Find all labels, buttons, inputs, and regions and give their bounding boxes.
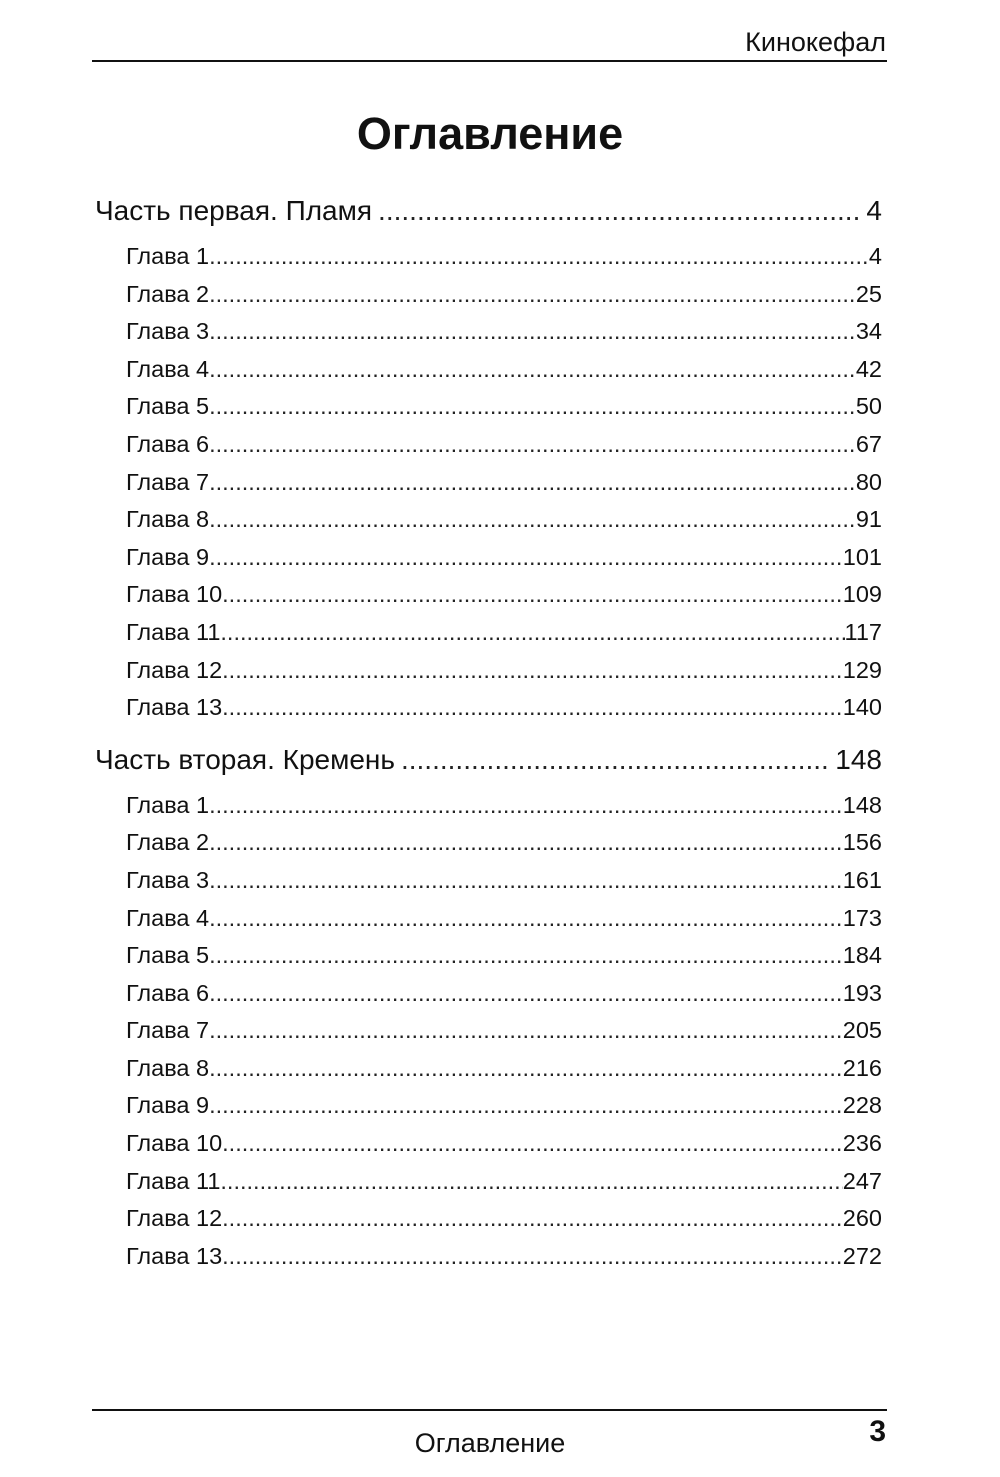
- dot-leader: [209, 351, 856, 389]
- chapter-label: Глава 2: [126, 829, 210, 856]
- chapter-label: Глава 11: [126, 1167, 221, 1194]
- chapter-label: Глава 11: [126, 618, 221, 645]
- dot-leader: [209, 426, 856, 464]
- chapter-label: Глава 13: [126, 694, 223, 721]
- dot-leader: [222, 1125, 843, 1163]
- chapter-page-number: 236: [842, 1130, 882, 1157]
- toc-chapter-entry[interactable]: [126, 1087, 882, 1125]
- running-header-title: Кинокефал: [745, 27, 886, 57]
- dot-leader: [209, 1012, 843, 1050]
- chapter-label: Глава 13: [126, 1242, 223, 1269]
- chapter-page-number: 173: [842, 904, 882, 931]
- toc-chapter-entry[interactable]: [126, 1125, 882, 1163]
- chapter-page-number: 184: [842, 942, 882, 969]
- toc-chapter-entry[interactable]: [126, 787, 882, 825]
- chapter-page-number: 247: [842, 1167, 882, 1194]
- chapter-page-number: 117: [844, 618, 882, 645]
- chapter-label: Глава 9: [126, 1092, 210, 1119]
- part-title: Часть вторая. Кремень: [95, 743, 395, 775]
- chapter-page-number: 205: [842, 1017, 882, 1044]
- dot-leader: [209, 1087, 843, 1125]
- dot-leader: [209, 501, 856, 539]
- chapter-page-number: 161: [842, 866, 882, 893]
- toc-chapter-entry[interactable]: [126, 824, 882, 862]
- dot-leader: [209, 975, 843, 1013]
- chapter-label: Глава 7: [126, 468, 210, 495]
- toc-chapter-entry[interactable]: [126, 1163, 882, 1201]
- page-number: 3: [869, 1415, 886, 1448]
- chapter-page-number: 80: [855, 468, 882, 495]
- chapter-label: Глава 6: [126, 430, 210, 457]
- dot-leader: [209, 824, 843, 862]
- toc-chapter-entry[interactable]: [126, 426, 882, 464]
- dot-leader: [209, 276, 856, 314]
- toc-chapter-entry[interactable]: [126, 689, 882, 727]
- dot-leader: [222, 1238, 843, 1276]
- chapter-page-number: 156: [842, 829, 882, 856]
- chapter-page-number: 101: [842, 543, 882, 570]
- toc-chapter-entry[interactable]: [126, 652, 882, 690]
- chapter-label: Глава 12: [126, 656, 223, 683]
- toc-chapter-entry[interactable]: [126, 388, 882, 426]
- chapter-label: Глава 12: [126, 1205, 223, 1232]
- page-title: Оглавление: [356, 108, 624, 160]
- chapter-page-number: 67: [855, 430, 882, 457]
- toc-chapter-entry[interactable]: [126, 900, 882, 938]
- toc-chapter-entry[interactable]: [126, 1050, 882, 1088]
- toc-part-entry[interactable]: [95, 188, 882, 234]
- toc-chapter-entry[interactable]: [126, 539, 882, 577]
- toc-part-2: [95, 737, 882, 1276]
- dot-leader: [209, 388, 856, 426]
- chapter-page-number: 25: [855, 280, 882, 307]
- chapter-label: Глава 10: [126, 581, 223, 608]
- chapter-page-number: 272: [842, 1242, 882, 1269]
- toc-chapter-entry[interactable]: [126, 313, 882, 351]
- chapter-label: Глава 1: [126, 791, 210, 818]
- dot-leader: [220, 614, 844, 652]
- chapter-page-number: 193: [842, 979, 882, 1006]
- dot-leader: [222, 652, 843, 690]
- chapter-label: Глава 9: [126, 543, 210, 570]
- chapter-label: Глава 5: [126, 942, 210, 969]
- dot-leader: [209, 539, 843, 577]
- chapter-label: Глава 1: [126, 243, 210, 269]
- chapter-page-number: 42: [855, 355, 882, 382]
- dot-leader: [209, 787, 843, 825]
- chapter-label: Глава 4: [126, 904, 210, 931]
- chapter-label: Глава 3: [126, 866, 210, 893]
- header-rule: [92, 60, 887, 62]
- toc-chapter-entry[interactable]: [126, 351, 882, 389]
- toc-chapter-entry[interactable]: [126, 937, 882, 975]
- dot-leader: [209, 1050, 843, 1088]
- running-footer-title: Оглавление: [414, 1428, 566, 1458]
- chapter-label: Глава 8: [126, 1054, 210, 1081]
- toc-chapter-entry[interactable]: [126, 238, 882, 276]
- toc-chapter-entry[interactable]: [126, 862, 882, 900]
- chapter-label: Глава 6: [126, 979, 210, 1006]
- toc-chapter-entry[interactable]: [126, 464, 882, 502]
- toc-part-1: [95, 188, 882, 727]
- chapter-label: Глава 5: [126, 393, 210, 420]
- chapter-page-number: 260: [842, 1205, 882, 1232]
- chapter-label: Глава 2: [126, 280, 210, 307]
- toc-chapter-entry[interactable]: [126, 276, 882, 314]
- chapter-label: Глава 3: [126, 318, 210, 345]
- toc-chapter-entry[interactable]: [126, 1012, 882, 1050]
- chapter-label: Глава 8: [126, 506, 210, 533]
- toc-chapter-entry[interactable]: [126, 614, 882, 652]
- chapter-list: [126, 783, 882, 1276]
- chapter-page-number: 216: [842, 1054, 882, 1081]
- chapter-page-number: 140: [842, 694, 882, 721]
- toc-chapter-entry[interactable]: [126, 975, 882, 1013]
- dot-leader: [222, 1200, 843, 1238]
- chapter-page-number: 50: [855, 393, 882, 420]
- dot-leader: [401, 737, 829, 783]
- toc-chapter-entry[interactable]: [126, 1200, 882, 1238]
- dot-leader: [378, 188, 860, 234]
- dot-leader: [222, 576, 843, 614]
- dot-leader: [209, 900, 843, 938]
- chapter-label: Глава 7: [126, 1017, 210, 1044]
- dot-leader: [220, 1163, 842, 1201]
- chapter-page-number: 228: [842, 1092, 882, 1119]
- toc-chapter-entry[interactable]: [126, 1238, 882, 1276]
- dot-leader: [209, 937, 843, 975]
- toc-chapter-entry[interactable]: [126, 576, 882, 614]
- toc-part-entry[interactable]: [95, 737, 882, 783]
- part-page-number: 4: [866, 195, 882, 226]
- dot-leader: [209, 862, 843, 900]
- dot-leader: [209, 238, 869, 276]
- chapter-page-number: 129: [842, 656, 882, 683]
- toc-chapter-entry[interactable]: [126, 501, 882, 539]
- chapter-label: Глава 4: [126, 355, 210, 382]
- dot-leader: [222, 689, 843, 727]
- footer-rule: [92, 1409, 887, 1411]
- chapter-page-number: 148: [842, 791, 882, 818]
- part-title: Часть первая. Пламя: [95, 195, 373, 226]
- chapter-list: [126, 234, 882, 727]
- dot-leader: [209, 313, 856, 351]
- part-page-number: 148: [835, 743, 882, 775]
- chapter-page-number: 34: [855, 318, 882, 345]
- chapter-page-number: 4: [868, 243, 882, 269]
- dot-leader: [209, 464, 856, 502]
- table-of-contents: [95, 188, 882, 1275]
- chapter-page-number: 109: [842, 581, 882, 608]
- chapter-label: Глава 10: [126, 1130, 223, 1157]
- chapter-page-number: 91: [855, 506, 882, 533]
